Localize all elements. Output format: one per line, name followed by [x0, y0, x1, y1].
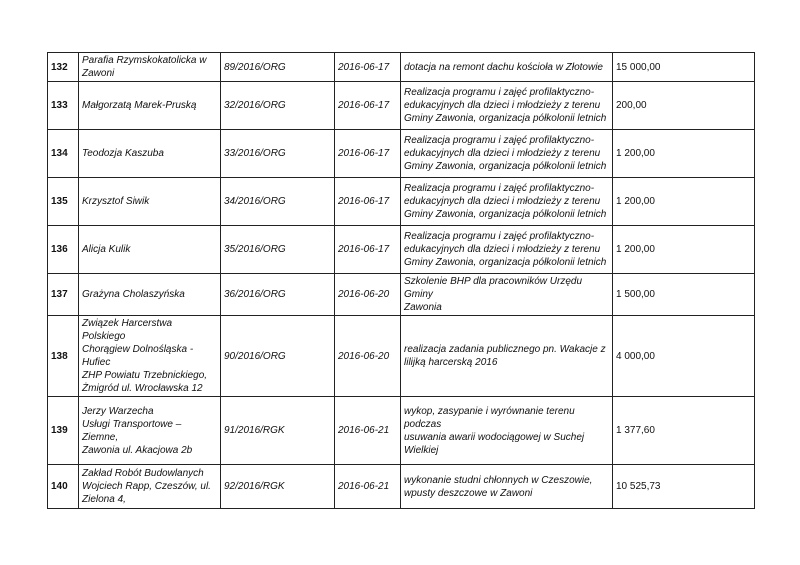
- contract-number: 90/2016/ORG: [221, 316, 335, 397]
- contract-purpose-line: Realizacja programu i zajęć profilaktyczno-: [404, 231, 595, 242]
- contract-number: 36/2016/ORG: [221, 274, 335, 316]
- contract-purpose: [401, 82, 613, 130]
- contractor-name-line: Chorągiew Dolnośląska - Hufiec: [82, 344, 194, 368]
- contract-purpose: [401, 226, 613, 274]
- contract-purpose-line: Wielkiej: [404, 444, 439, 456]
- contractor-name: [79, 465, 221, 509]
- contract-amount: 1 200,00: [613, 178, 755, 226]
- contractor-name-line: Związek Harcerstwa Polskiego: [82, 318, 173, 342]
- contracts-table: [47, 52, 755, 509]
- contract-purpose-line: wykonanie studni chłonnych w Czeszowie,: [404, 474, 593, 486]
- contract-purpose-line: wpusty deszczowe w Zawoni: [404, 487, 533, 499]
- contractor-name-line: Zielona 4,: [82, 494, 126, 505]
- table-row: [48, 82, 755, 130]
- table-row: [48, 397, 755, 465]
- contract-purpose: [401, 316, 613, 397]
- contract-purpose-line: edukacyjnych dla dzieci i młodzieży z terenu: [404, 100, 601, 111]
- contract-purpose: [401, 178, 613, 226]
- row-number: 132: [48, 53, 79, 82]
- table-row: [48, 316, 755, 397]
- contract-date: 2016-06-21: [335, 465, 401, 509]
- contract-date: 2016-06-17: [335, 130, 401, 178]
- contract-date: 2016-06-21: [335, 397, 401, 465]
- contractor-name: [79, 397, 221, 465]
- contract-amount: 1 377,60: [613, 397, 755, 465]
- row-number: 138: [48, 316, 79, 397]
- contract-purpose-line: usuwania awarii wodociągowej w Suchej: [404, 431, 585, 443]
- contract-number: 89/2016/ORG: [221, 53, 335, 82]
- contractor-name-line: Zakład Robót Budowlanych: [82, 468, 204, 479]
- table-row: [48, 226, 755, 274]
- contract-amount: 1 500,00: [613, 274, 755, 316]
- contract-amount: 10 525,73: [613, 465, 755, 509]
- contract-date: 2016-06-17: [335, 82, 401, 130]
- contractor-name-line: Grażyna Cholaszyńska: [82, 289, 185, 300]
- contract-amount: 15 000,00: [613, 53, 755, 82]
- contractor-name: [79, 82, 221, 130]
- contractor-name-line: Żmigród ul. Wrocławska 12: [82, 383, 203, 394]
- contractor-name: [79, 274, 221, 316]
- contract-date: 2016-06-17: [335, 53, 401, 82]
- row-number: 135: [48, 178, 79, 226]
- row-number: 140: [48, 465, 79, 509]
- contract-purpose-line: edukacyjnych dla dzieci i młodzieży z terenu: [404, 196, 601, 207]
- contract-purpose-line: Realizacja programu i zajęć profilaktyczno-: [404, 87, 595, 98]
- contract-number: 34/2016/ORG: [221, 178, 335, 226]
- contract-purpose-line: Gminy Zawonia, organizacja półkolonii letnich: [404, 257, 607, 268]
- contract-number: 92/2016/RGK: [221, 465, 335, 509]
- row-number: 139: [48, 397, 79, 465]
- contract-amount: 4 000,00: [613, 316, 755, 397]
- contract-purpose-line: Gminy Zawonia, organizacja półkolonii letnich: [404, 113, 607, 124]
- contractor-name: [79, 53, 221, 82]
- table-row: [48, 53, 755, 82]
- row-number: 136: [48, 226, 79, 274]
- contract-amount: 200,00: [613, 82, 755, 130]
- row-number: 133: [48, 82, 79, 130]
- contracts-table-body: [48, 53, 755, 509]
- contractor-name-line: Alicja Kulik: [82, 244, 131, 255]
- contract-purpose: [401, 53, 613, 82]
- table-row: [48, 130, 755, 178]
- contract-purpose-line: Gminy Zawonia, organizacja półkolonii letnich: [404, 161, 607, 172]
- contractor-name-line: Krzysztof Siwik: [82, 196, 150, 207]
- contractor-name-line: Zawoni: [82, 68, 115, 79]
- contractor-name-line: Usługi Transportowe – Ziemne,: [82, 418, 182, 443]
- contract-amount: 1 200,00: [613, 226, 755, 274]
- contract-date: 2016-06-17: [335, 178, 401, 226]
- contract-purpose-line: Realizacja programu i zajęć profilaktyczno-: [404, 135, 595, 146]
- contract-amount: 1 200,00: [613, 130, 755, 178]
- contractor-name: [79, 178, 221, 226]
- contractor-name-line: Teodozja Kaszuba: [82, 148, 164, 159]
- contractor-name-line: Zawonia ul. Akacjowa 2b: [82, 444, 193, 456]
- table-row: [48, 178, 755, 226]
- contract-purpose: [401, 397, 613, 465]
- contractor-name-line: Parafia Rzymskokatolicka w: [82, 55, 207, 66]
- contract-purpose-line: lilijką harcerską 2016: [404, 357, 498, 368]
- contract-number: 35/2016/ORG: [221, 226, 335, 274]
- contract-purpose: [401, 130, 613, 178]
- contract-purpose-line: wykop, zasypanie i wyrównanie terenu podczas: [404, 405, 575, 430]
- contractor-name: [79, 130, 221, 178]
- contract-date: 2016-06-20: [335, 316, 401, 397]
- contract-purpose-line: edukacyjnych dla dzieci i młodzieży z terenu: [404, 148, 601, 159]
- table-row: [48, 465, 755, 509]
- contract-purpose-line: dotacja na remont dachu kościoła w Złotowie: [404, 61, 603, 73]
- contract-purpose-line: edukacyjnych dla dzieci i młodzieży z terenu: [404, 244, 601, 255]
- contract-number: 33/2016/ORG: [221, 130, 335, 178]
- contractor-name: [79, 226, 221, 274]
- contractor-name-line: Małgorzatą Marek-Pruską: [82, 100, 197, 111]
- contract-number: 32/2016/ORG: [221, 82, 335, 130]
- contract-purpose: [401, 465, 613, 509]
- contract-purpose-line: Realizacja programu i zajęć profilaktyczno-: [404, 183, 595, 194]
- contractor-name-line: Jerzy Warzecha: [82, 405, 154, 417]
- contract-purpose-line: realizacja zadania publicznego pn. Wakacje z: [404, 344, 606, 355]
- contractor-name-line: ZHP Powiatu Trzebnickiego,: [82, 370, 208, 381]
- contractor-name-line: Wojciech Rapp, Czeszów, ul.: [82, 481, 211, 492]
- table-row: [48, 274, 755, 316]
- contract-purpose: [401, 274, 613, 316]
- contractor-name: [79, 316, 221, 397]
- contract-number: 91/2016/RGK: [221, 397, 335, 465]
- contract-purpose-line: Gminy Zawonia, organizacja półkolonii letnich: [404, 209, 607, 220]
- contract-purpose-line: Zawonia: [404, 302, 442, 313]
- contract-purpose-line: Szkolenie BHP dla pracowników Urzędu Gminy: [404, 276, 583, 300]
- contract-date: 2016-06-20: [335, 274, 401, 316]
- contract-date: 2016-06-17: [335, 226, 401, 274]
- row-number: 134: [48, 130, 79, 178]
- row-number: 137: [48, 274, 79, 316]
